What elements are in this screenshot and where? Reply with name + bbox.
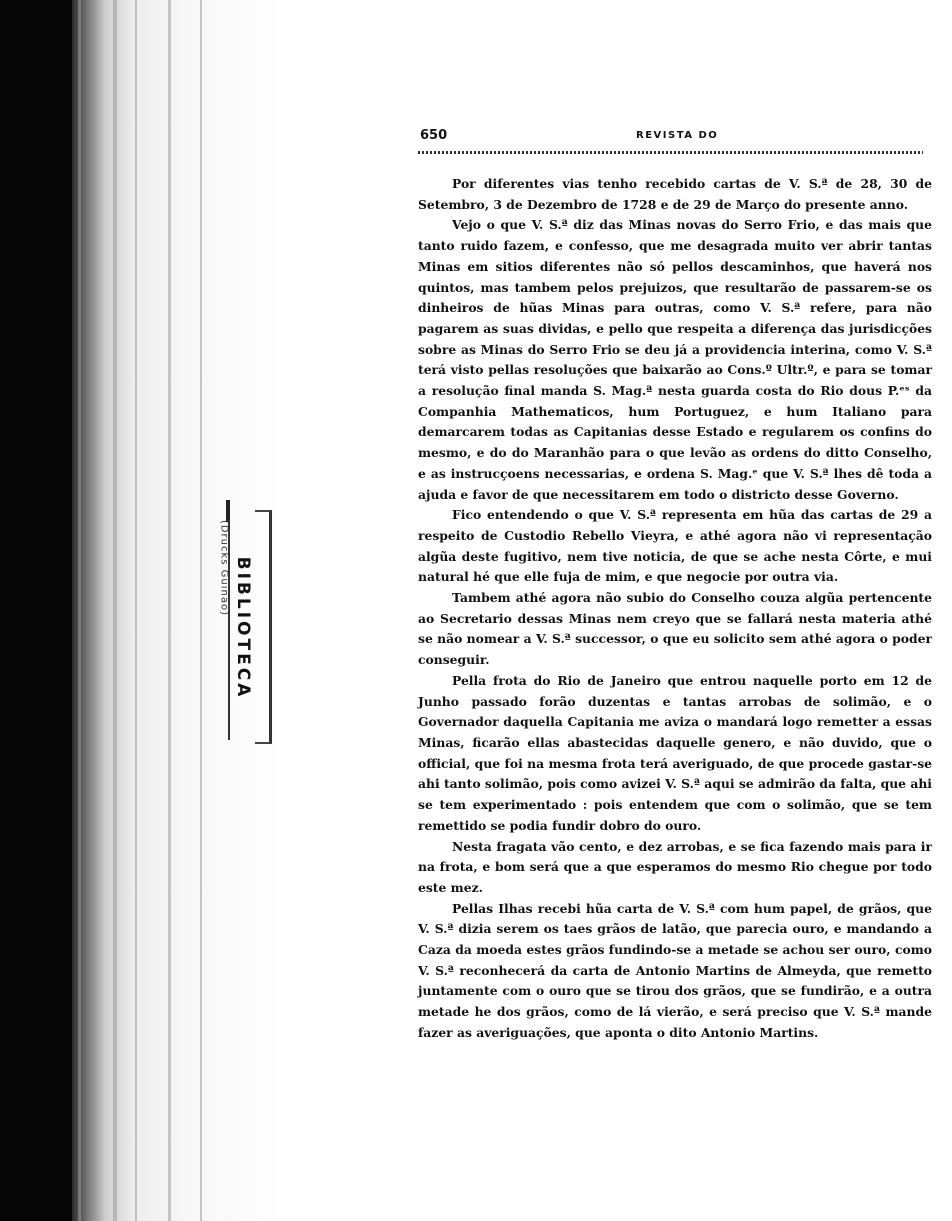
page-header <box>418 124 932 146</box>
paragraph: Por diferentes vias tenho recebido cartas de V. S.ª de 28, 30 de Setembro, 3 de Dezembro de 1728 e de 29 de Março do presente anno. <box>418 176 932 212</box>
paragraph: Tambem athé agora não subio do Conselho couza algũa pertencente ao Secretario dessas Minas nem creyo que se fallará nesta materia athé se não nomear a V. S.ª successor, o que eu solicito sem athé agora o poder conseguir. <box>418 590 932 668</box>
running-head: REVISTA DO <box>636 130 719 141</box>
paragraph: Pella frota do Rio de Janeiro que entrou naquelle porto em 12 de Junho passado forão duzentas e tantas arrobas de solimão, e o Governador daquella Capitania me aviza o mandará logo remetter a essas Minas, ficarão ellas abastecidas daquelle genero, e não duvido, que o official, que foi na mesma frota terá averiguado, de que procede gastar-se ahi tanto solimão, pois como avizei V. S.ª aqui se admirão da falta, que ahi se tem experimentado : pois entendem que com o solimão, que se tem remettido se podia fundir dobro do ouro. <box>418 672 932 833</box>
paragraph: Nesta fragata vão cento, e dez arrobas, e se fica fazendo mais para ir na frota, e bom será que a que esperamos do mesmo Rio chegue por todo este mez. <box>418 838 932 895</box>
library-stamp-text: BIBLIOTECA <box>233 556 253 700</box>
page-number: 650 <box>420 128 448 143</box>
header-rule <box>418 151 923 154</box>
paragraph: Fico entendendo o que V. S.ª representa em hũa das cartas de 29 a respeito de Custodio Rebello Vieyra, e athé agora não vi representação algũa deste fugitivo, nem tive noticia, de que se ache nesta Côrte, e mui natural hé que elle fuja de mim, e que negocie por outra via. <box>418 507 932 585</box>
library-stamp-subtext: (Drucks Guinão) <box>218 519 230 617</box>
paragraph: Vejo o que V. S.ª diz das Minas novas do Serro Frio, e das mais que tanto ruido fazem, e confesso, que me desagrada muito ver abrir tantas Minas em sitios diferentes não só pellos descaminhos, que haverá nos quintos, mas tambem pelos prejuizos, que resultarão de passarem-se os dinheiros de hũas Minas para outras, como V. S.ª refere, para não pagarem as suas dividas, e pello que respeita a diferença das jurisdicções sobre as Minas do Serro Frio se deu já a providencia interina, como V. S.ª terá visto pellas resoluções que baixarão ao Cons.º Ultr.º, e para se tomar a resolução final manda S. Mag.ª nesta guarda costa do Rio dous P.ᵉˢ da Companhia Mathematicos, hum Portuguez, e hum Italiano para demarcarem todas as Capitanias desse Estado e regularem os confins do mesmo, e do do Maranhão para o que levão as ordens do ditto Conselho, e as instrucçoens necessarias, e ordena S. Mag.ᵉ que V. S.ª lhes dê toda a ajuda e favor de que necessitarem em todo o districto desse Governo. <box>418 217 932 502</box>
body-text <box>418 174 932 1044</box>
scan-dark-edge <box>0 0 72 1221</box>
paragraph: Pellas Ilhas recebi hũa carta de V. S.ª com hum papel, de grãos, que V. S.ª dizia serem os taes grãos de latão, que parecia ouro, e mandando a Caza da moeda estes grãos fundindo-se a metade se achou ser ouro, como V. S.ª reconhecerá da carta de Antonio Martins de Almeyda, que remetto juntamente com o ouro que se tirou dos grãos, que se fundirão, e a outra metade he dos grãos, como de lá vierão, e será preciso que V. S.ª mande fazer as averiguações, que aponta o dito Antonio Martins. <box>418 900 932 1040</box>
printed-page <box>418 124 932 1040</box>
